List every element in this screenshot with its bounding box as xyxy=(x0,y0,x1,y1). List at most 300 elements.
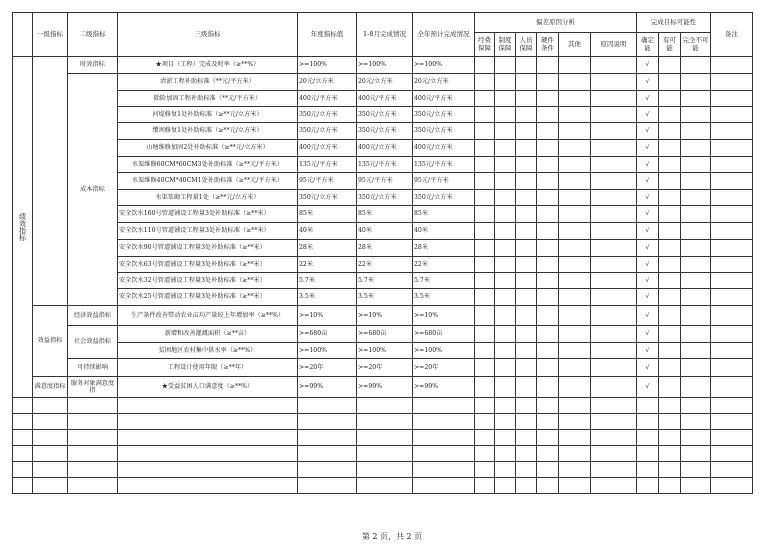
deviation-cell xyxy=(537,359,559,377)
possibility-check-mark: √ xyxy=(637,157,659,173)
empty-cell xyxy=(681,446,711,462)
table-row xyxy=(13,343,753,359)
jan-aug-value: >=680亩 xyxy=(357,326,413,343)
header-annual: 年度指标值 xyxy=(298,13,357,57)
empty-cell xyxy=(357,462,413,478)
indicator-name: 新增和改善灌溉面积（≥**亩） xyxy=(118,326,298,343)
table-row xyxy=(13,306,753,326)
table-row xyxy=(13,359,753,377)
empty-cell xyxy=(637,414,659,430)
indicator-name: 安全饮水160号管道铺设工程量3处补助标准（≥**米） xyxy=(118,206,298,223)
empty-cell xyxy=(475,462,495,478)
deviation-cell xyxy=(495,377,516,398)
deviation-cell xyxy=(475,289,495,306)
empty-row xyxy=(13,430,753,446)
possibility-impossible-cell xyxy=(681,240,711,257)
possibility-impossible-cell xyxy=(681,140,711,157)
deviation-cell xyxy=(559,190,591,206)
empty-cell xyxy=(495,478,516,494)
empty-cell xyxy=(413,478,475,494)
deviation-cell xyxy=(537,273,559,289)
empty-cell xyxy=(516,446,537,462)
empty-cell xyxy=(298,398,357,414)
deviation-cell xyxy=(475,157,495,173)
possibility-impossible-cell xyxy=(681,289,711,306)
deviation-cell xyxy=(537,157,559,173)
empty-cell xyxy=(357,398,413,414)
empty-row xyxy=(13,398,753,414)
possibility-check-mark: √ xyxy=(637,359,659,377)
page-footer: 第 2 页，共 2 页 xyxy=(361,532,423,541)
deviation-cell xyxy=(475,206,495,223)
remark-cell xyxy=(711,306,753,326)
deviation-cell xyxy=(537,206,559,223)
indicator-name: 安全饮水110号管道铺设工程量3处补助标准（≥**米） xyxy=(118,223,298,240)
deviation-cell xyxy=(559,306,591,326)
header-level3: 三级指标 xyxy=(118,13,298,57)
empty-cell xyxy=(413,430,475,446)
remark-cell xyxy=(711,289,753,306)
empty-cell xyxy=(659,414,681,430)
deviation-cell xyxy=(537,343,559,359)
deviation-cell xyxy=(495,157,516,173)
empty-cell xyxy=(357,478,413,494)
table-row xyxy=(13,190,753,206)
annual-value: 135元/平方米 xyxy=(298,157,357,173)
empty-cell xyxy=(13,430,33,446)
deviation-cell xyxy=(475,273,495,289)
empty-cell xyxy=(357,430,413,446)
possibility-impossible-cell xyxy=(681,190,711,206)
possibility-impossible-cell xyxy=(681,359,711,377)
empty-cell xyxy=(591,462,637,478)
deviation-cell xyxy=(475,343,495,359)
deviation-cell xyxy=(591,359,637,377)
annual-value: >=20年 xyxy=(298,359,357,377)
possibility-check-mark: √ xyxy=(637,190,659,206)
empty-cell xyxy=(475,446,495,462)
empty-cell xyxy=(591,414,637,430)
remark-cell xyxy=(711,157,753,173)
header-poss-impossible: 完全不可能 xyxy=(681,33,711,57)
deviation-cell xyxy=(559,74,591,91)
jan-aug-value: 350元/立方米 xyxy=(357,190,413,206)
empty-cell xyxy=(68,414,118,430)
deviation-cell xyxy=(591,273,637,289)
deviation-cell xyxy=(559,157,591,173)
performance-indicator-table xyxy=(12,12,753,494)
full-year-value: 28米 xyxy=(413,240,475,257)
deviation-cell xyxy=(516,91,537,107)
full-year-value: 3.5米 xyxy=(413,289,475,306)
deviation-cell xyxy=(475,223,495,240)
remark-cell xyxy=(711,74,753,91)
indicator-name: 山塘维修加固2处补助标准（≥**元/立方米） xyxy=(118,140,298,157)
deviation-cell xyxy=(591,377,637,398)
deviation-cell xyxy=(591,223,637,240)
table-row xyxy=(13,123,753,140)
remark-cell xyxy=(711,140,753,157)
jan-aug-value: 22米 xyxy=(357,257,413,273)
deviation-cell xyxy=(559,273,591,289)
deviation-cell xyxy=(559,57,591,74)
remark-cell xyxy=(711,359,753,377)
deviation-cell xyxy=(559,359,591,377)
possibility-maybe-cell xyxy=(659,223,681,240)
possibility-impossible-cell xyxy=(681,123,711,140)
empty-cell xyxy=(711,446,753,462)
jan-aug-value: 3.5米 xyxy=(357,289,413,306)
table-row xyxy=(13,289,753,306)
deviation-cell xyxy=(537,140,559,157)
annual-value: 400元/立方米 xyxy=(298,140,357,157)
empty-cell xyxy=(681,398,711,414)
annual-value: >=10% xyxy=(298,306,357,326)
possibility-check-mark: √ xyxy=(637,377,659,398)
group-effect: 效益指标 xyxy=(33,306,68,377)
jan-aug-value: 400元/立方米 xyxy=(357,140,413,157)
empty-cell xyxy=(68,430,118,446)
deviation-cell xyxy=(475,240,495,257)
deviation-cell xyxy=(475,257,495,273)
deviation-cell xyxy=(516,223,537,240)
empty-cell xyxy=(537,478,559,494)
header-full-year: 全年预计完成情况 xyxy=(413,13,475,57)
possibility-check-mark: √ xyxy=(637,107,659,123)
possibility-maybe-cell xyxy=(659,343,681,359)
possibility-impossible-cell xyxy=(681,326,711,343)
table-row xyxy=(13,223,753,240)
left-label: 绩效指标 xyxy=(13,57,33,398)
possibility-check-mark: √ xyxy=(637,123,659,140)
remark-cell xyxy=(711,107,753,123)
jan-aug-value: 400元/平方米 xyxy=(357,91,413,107)
possibility-impossible-cell xyxy=(681,173,711,190)
full-year-value: >=680亩 xyxy=(413,326,475,343)
header-dev-funding: 经费保障 xyxy=(475,33,495,57)
table-row xyxy=(13,74,753,91)
deviation-cell xyxy=(591,173,637,190)
header-deviation: 偏差原因分析 xyxy=(475,13,637,33)
possibility-maybe-cell xyxy=(659,306,681,326)
full-year-value: 22米 xyxy=(413,257,475,273)
empty-cell xyxy=(711,414,753,430)
possibility-impossible-cell xyxy=(681,377,711,398)
possibility-maybe-cell xyxy=(659,206,681,223)
annual-value: >=100% xyxy=(298,343,357,359)
header-possibility: 完成目标可能性 xyxy=(637,13,711,33)
indicator-name: 除险加固工程补助标准（**元/平方米） xyxy=(118,91,298,107)
deviation-cell xyxy=(475,140,495,157)
empty-cell xyxy=(13,414,33,430)
empty-cell xyxy=(559,414,591,430)
possibility-check-mark: √ xyxy=(637,74,659,91)
remark-cell xyxy=(711,343,753,359)
empty-cell xyxy=(413,414,475,430)
jan-aug-value: >=100% xyxy=(357,57,413,74)
indicator-name: 水渠维修60CM*60CM3处补助标准（≥**元/平方米） xyxy=(118,157,298,173)
deviation-cell xyxy=(516,190,537,206)
subgroup-cost: 成本指标 xyxy=(68,74,118,306)
deviation-cell xyxy=(495,91,516,107)
deviation-cell xyxy=(537,289,559,306)
possibility-impossible-cell xyxy=(681,257,711,273)
possibility-impossible-cell xyxy=(681,206,711,223)
subgroup-sustainable: 可持续影响 xyxy=(68,359,118,377)
remark-cell xyxy=(711,123,753,140)
deviation-cell xyxy=(559,123,591,140)
annual-value: 350元/立方米 xyxy=(298,107,357,123)
possibility-check-mark: √ xyxy=(637,289,659,306)
empty-cell xyxy=(681,478,711,494)
deviation-cell xyxy=(516,273,537,289)
possibility-check-mark: √ xyxy=(637,343,659,359)
table-row xyxy=(13,273,753,289)
empty-cell xyxy=(711,462,753,478)
empty-cell xyxy=(591,398,637,414)
deviation-cell xyxy=(559,289,591,306)
possibility-check-mark: √ xyxy=(637,306,659,326)
empty-cell xyxy=(516,478,537,494)
header-dev-other: 其他 xyxy=(559,33,591,57)
indicator-name: 水渠浆砌工程量1处（≥**元/立方米） xyxy=(118,190,298,206)
jan-aug-value: 350元/立方米 xyxy=(357,107,413,123)
indicator-name: 安全饮水63号管道铺设工程量3处补助标准（≥**米） xyxy=(118,257,298,273)
empty-cell xyxy=(637,462,659,478)
empty-cell xyxy=(711,398,753,414)
table-row xyxy=(13,140,753,157)
annual-value: 28米 xyxy=(298,240,357,257)
empty-cell xyxy=(659,430,681,446)
empty-cell xyxy=(13,398,33,414)
empty-cell xyxy=(537,414,559,430)
full-year-value: >=10% xyxy=(413,306,475,326)
possibility-impossible-cell xyxy=(681,57,711,74)
remark-cell xyxy=(711,57,753,74)
deviation-cell xyxy=(537,240,559,257)
jan-aug-value: 5.7米 xyxy=(357,273,413,289)
deviation-cell xyxy=(495,289,516,306)
deviation-cell xyxy=(495,343,516,359)
full-year-value: >=100% xyxy=(413,57,475,74)
indicator-name: ★受益贫困人口满意度（≥**%） xyxy=(118,377,298,398)
deviation-cell xyxy=(591,123,637,140)
deviation-cell xyxy=(495,140,516,157)
possibility-impossible-cell xyxy=(681,223,711,240)
full-year-value: 40米 xyxy=(413,223,475,240)
subgroup-timeliness: 时效指标 xyxy=(68,57,118,74)
remark-cell xyxy=(711,377,753,398)
indicator-name: 清淤工程补助标准（**元/平方米） xyxy=(118,74,298,91)
full-year-value: >=20年 xyxy=(413,359,475,377)
empty-cell xyxy=(559,478,591,494)
deviation-cell xyxy=(475,74,495,91)
empty-row xyxy=(13,414,753,430)
possibility-impossible-cell xyxy=(681,91,711,107)
deviation-cell xyxy=(475,91,495,107)
jan-aug-value: >=10% xyxy=(357,306,413,326)
deviation-cell xyxy=(537,377,559,398)
empty-cell xyxy=(681,414,711,430)
empty-cell xyxy=(413,446,475,462)
deviation-cell xyxy=(475,306,495,326)
empty-cell xyxy=(33,398,68,414)
deviation-cell xyxy=(475,190,495,206)
deviation-cell xyxy=(495,240,516,257)
empty-cell xyxy=(13,462,33,478)
possibility-maybe-cell xyxy=(659,377,681,398)
empty-cell xyxy=(681,430,711,446)
empty-cell xyxy=(33,478,68,494)
possibility-maybe-cell xyxy=(659,240,681,257)
empty-cell xyxy=(475,398,495,414)
full-year-value: 400元/平方米 xyxy=(413,91,475,107)
deviation-cell xyxy=(591,140,637,157)
possibility-check-mark: √ xyxy=(637,240,659,257)
deviation-cell xyxy=(591,57,637,74)
jan-aug-value: >=100% xyxy=(357,343,413,359)
deviation-cell xyxy=(516,257,537,273)
deviation-cell xyxy=(537,173,559,190)
empty-cell xyxy=(118,478,298,494)
deviation-cell xyxy=(475,377,495,398)
deviation-cell xyxy=(559,223,591,240)
deviation-cell xyxy=(537,257,559,273)
possibility-maybe-cell xyxy=(659,157,681,173)
deviation-cell xyxy=(495,257,516,273)
full-year-value: >=99% xyxy=(413,377,475,398)
empty-cell xyxy=(659,398,681,414)
empty-cell xyxy=(33,446,68,462)
empty-cell xyxy=(357,414,413,430)
header-dev-explain: 原因说明 xyxy=(591,33,637,57)
deviation-cell xyxy=(495,359,516,377)
full-year-value: 350元/立方米 xyxy=(413,190,475,206)
possibility-check-mark: √ xyxy=(637,326,659,343)
table-row xyxy=(13,91,753,107)
annual-value: 95元/平方米 xyxy=(298,173,357,190)
jan-aug-value: 20元/立方米 xyxy=(357,74,413,91)
annual-value: 350元/立方米 xyxy=(298,190,357,206)
empty-cell xyxy=(68,478,118,494)
empty-cell xyxy=(516,414,537,430)
possibility-maybe-cell xyxy=(659,91,681,107)
subgroup-economic: 经济效益指标 xyxy=(68,306,118,326)
table-row xyxy=(13,257,753,273)
deviation-cell xyxy=(591,206,637,223)
annual-value: 400元/平方米 xyxy=(298,91,357,107)
remark-cell xyxy=(711,206,753,223)
empty-cell xyxy=(637,398,659,414)
deviation-cell xyxy=(495,107,516,123)
deviation-cell xyxy=(559,377,591,398)
empty-cell xyxy=(68,462,118,478)
header-poss-maybe: 有可能 xyxy=(659,33,681,57)
deviation-cell xyxy=(591,157,637,173)
possibility-check-mark: √ xyxy=(637,57,659,74)
empty-cell xyxy=(559,462,591,478)
deviation-cell xyxy=(537,107,559,123)
deviation-cell xyxy=(537,190,559,206)
header-level1: 一级指标 xyxy=(33,13,68,57)
deviation-cell xyxy=(537,57,559,74)
empty-cell xyxy=(591,478,637,494)
remark-cell xyxy=(711,91,753,107)
deviation-cell xyxy=(591,257,637,273)
table-row xyxy=(13,173,753,190)
deviation-cell xyxy=(559,91,591,107)
deviation-cell xyxy=(475,173,495,190)
deviation-cell xyxy=(591,326,637,343)
header-corner xyxy=(13,13,33,57)
deviation-cell xyxy=(559,206,591,223)
empty-cell xyxy=(118,414,298,430)
indicator-name: 河堤修复1处补助标准（≥**元/立方米） xyxy=(118,107,298,123)
empty-cell xyxy=(495,414,516,430)
indicator-name: 生产条件改善带动农业亩均产量较上年增加率（≥**%） xyxy=(118,306,298,326)
deviation-cell xyxy=(537,306,559,326)
empty-cell xyxy=(298,478,357,494)
empty-cell xyxy=(413,398,475,414)
full-year-value: 20元/立方米 xyxy=(413,74,475,91)
possibility-check-mark: √ xyxy=(637,206,659,223)
indicator-name: ★项目（工程）完成及时率（≥**%） xyxy=(118,57,298,74)
empty-cell xyxy=(637,478,659,494)
empty-cell xyxy=(537,430,559,446)
deviation-cell xyxy=(559,173,591,190)
deviation-cell xyxy=(495,206,516,223)
full-year-value: >=100% xyxy=(413,343,475,359)
deviation-cell xyxy=(516,240,537,257)
empty-row xyxy=(13,446,753,462)
empty-cell xyxy=(357,446,413,462)
deviation-cell xyxy=(495,173,516,190)
deviation-cell xyxy=(559,257,591,273)
deviation-cell xyxy=(516,343,537,359)
remark-cell xyxy=(711,173,753,190)
empty-cell xyxy=(711,478,753,494)
deviation-cell xyxy=(537,91,559,107)
deviation-cell xyxy=(495,57,516,74)
empty-cell xyxy=(475,430,495,446)
header-level2: 二级指标 xyxy=(68,13,118,57)
indicator-name: 安全饮水32号管道铺设工程量3处补助标准（≥**米） xyxy=(118,273,298,289)
full-year-value: 5.7米 xyxy=(413,273,475,289)
header-dev-system: 制度保障 xyxy=(495,33,516,57)
possibility-check-mark: √ xyxy=(637,91,659,107)
table-row xyxy=(13,157,753,173)
empty-cell xyxy=(659,462,681,478)
deviation-cell xyxy=(591,190,637,206)
possibility-maybe-cell xyxy=(659,140,681,157)
empty-row xyxy=(13,462,753,478)
subgroup-social: 社会效益指标 xyxy=(68,326,118,359)
annual-value: 5.7米 xyxy=(298,273,357,289)
deviation-cell xyxy=(516,289,537,306)
jan-aug-value: 350元/立方米 xyxy=(357,123,413,140)
deviation-cell xyxy=(591,74,637,91)
deviation-cell xyxy=(537,74,559,91)
annual-value: 40米 xyxy=(298,223,357,240)
possibility-check-mark: √ xyxy=(637,223,659,240)
empty-cell xyxy=(516,462,537,478)
empty-cell xyxy=(33,414,68,430)
deviation-cell xyxy=(495,273,516,289)
empty-cell xyxy=(68,398,118,414)
full-year-value: 350元/立方米 xyxy=(413,107,475,123)
deviation-cell xyxy=(537,223,559,240)
remark-cell xyxy=(711,190,753,206)
